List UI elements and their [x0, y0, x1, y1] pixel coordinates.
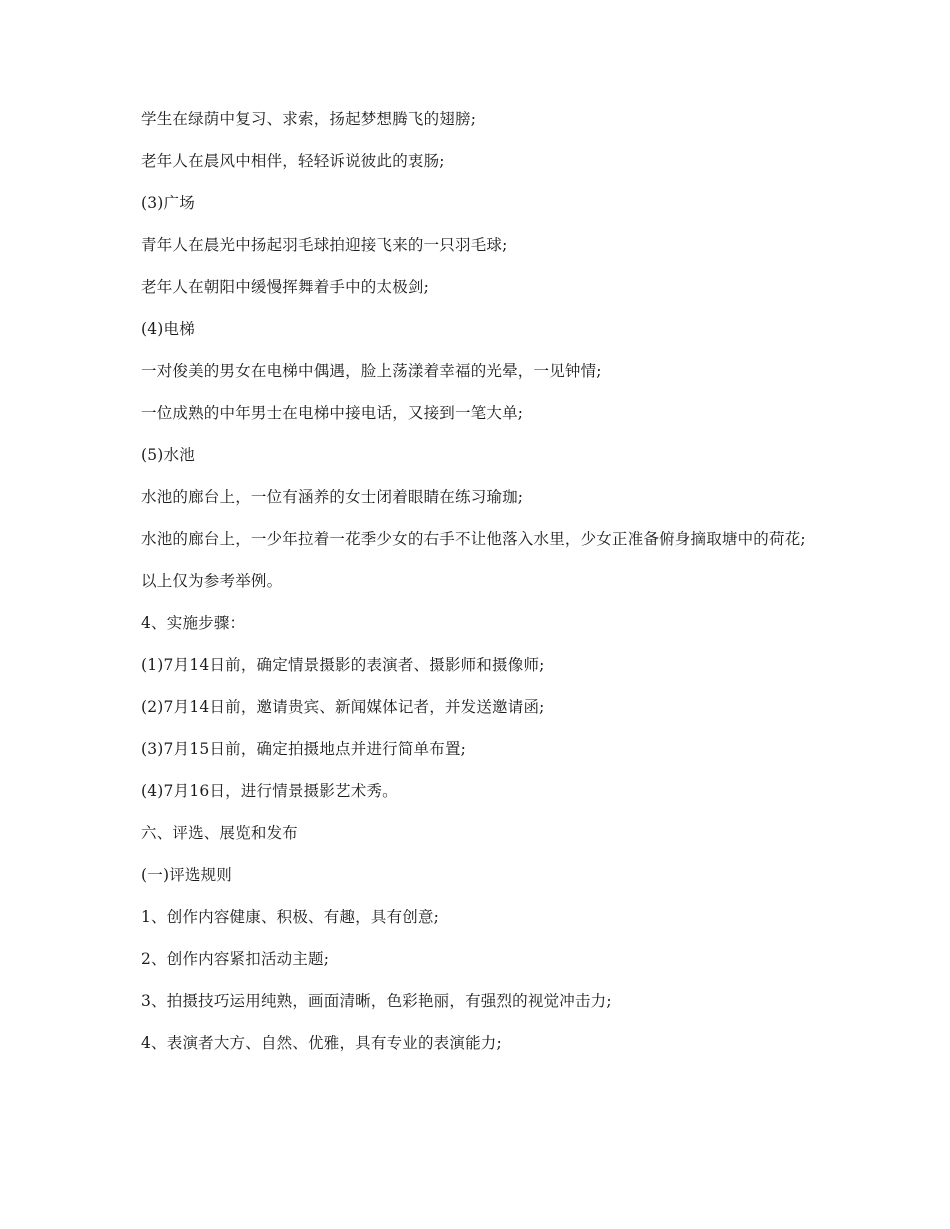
paragraph: 一位成熟的中年男士在电梯中接电话，又接到一笔大单;: [141, 404, 524, 422]
paragraph: 以上仅为参考举例。: [141, 572, 283, 590]
paragraph: 一对俊美的男女在电梯中偶遇，脸上荡漾着幸福的光晕，一见钟情;: [141, 362, 602, 380]
section-heading: (5)水池: [141, 446, 195, 464]
list-item: (4)7月16日，进行情景摄影艺术秀。: [141, 782, 398, 800]
document-body: [141, 108, 821, 1074]
list-item: 3、拍摄技巧运用纯熟，画面清晰，色彩艳丽，有强烈的视觉冲击力;: [141, 992, 612, 1010]
section-heading: 六、评选、展览和发布: [141, 824, 299, 842]
section-heading: (3)广场: [141, 194, 195, 212]
section-heading: (4)电梯: [141, 320, 195, 338]
paragraph: 老年人在朝阳中缓慢挥舞着手中的太极剑;: [141, 278, 430, 296]
section-heading: 4、实施步骤：: [141, 614, 246, 632]
paragraph: 水池的廊台上，一位有涵养的女士闭着眼睛在练习瑜珈;: [141, 488, 524, 506]
paragraph: 老年人在晨风中相伴，轻轻诉说彼此的衷肠;: [141, 152, 445, 170]
list-item: (2)7月14日前，邀请贵宾、新闻媒体记者，并发送邀请函;: [141, 698, 545, 716]
list-item: 2、创作内容紧扣活动主题;: [141, 950, 330, 968]
list-item: (1)7月14日前，确定情景摄影的表演者、摄影师和摄像师;: [141, 656, 545, 674]
list-item: 4、表演者大方、自然、优雅，具有专业的表演能力;: [141, 1034, 502, 1052]
section-heading: (一)评选规则: [141, 866, 232, 884]
paragraph: 学生在绿荫中复习、求索，扬起梦想腾飞的翅膀;: [141, 110, 477, 128]
list-item: (3)7月15日前，确定拍摄地点并进行简单布置;: [141, 740, 467, 758]
list-item: 1、创作内容健康、积极、有趣，具有创意;: [141, 908, 440, 926]
paragraph: 青年人在晨光中扬起羽毛球拍迎接飞来的一只羽毛球;: [141, 236, 508, 254]
paragraph: 水池的廊台上，一少年拉着一花季少女的右手不让他落入水里，少女正准备俯身摘取塘中的荷花;: [141, 530, 806, 548]
